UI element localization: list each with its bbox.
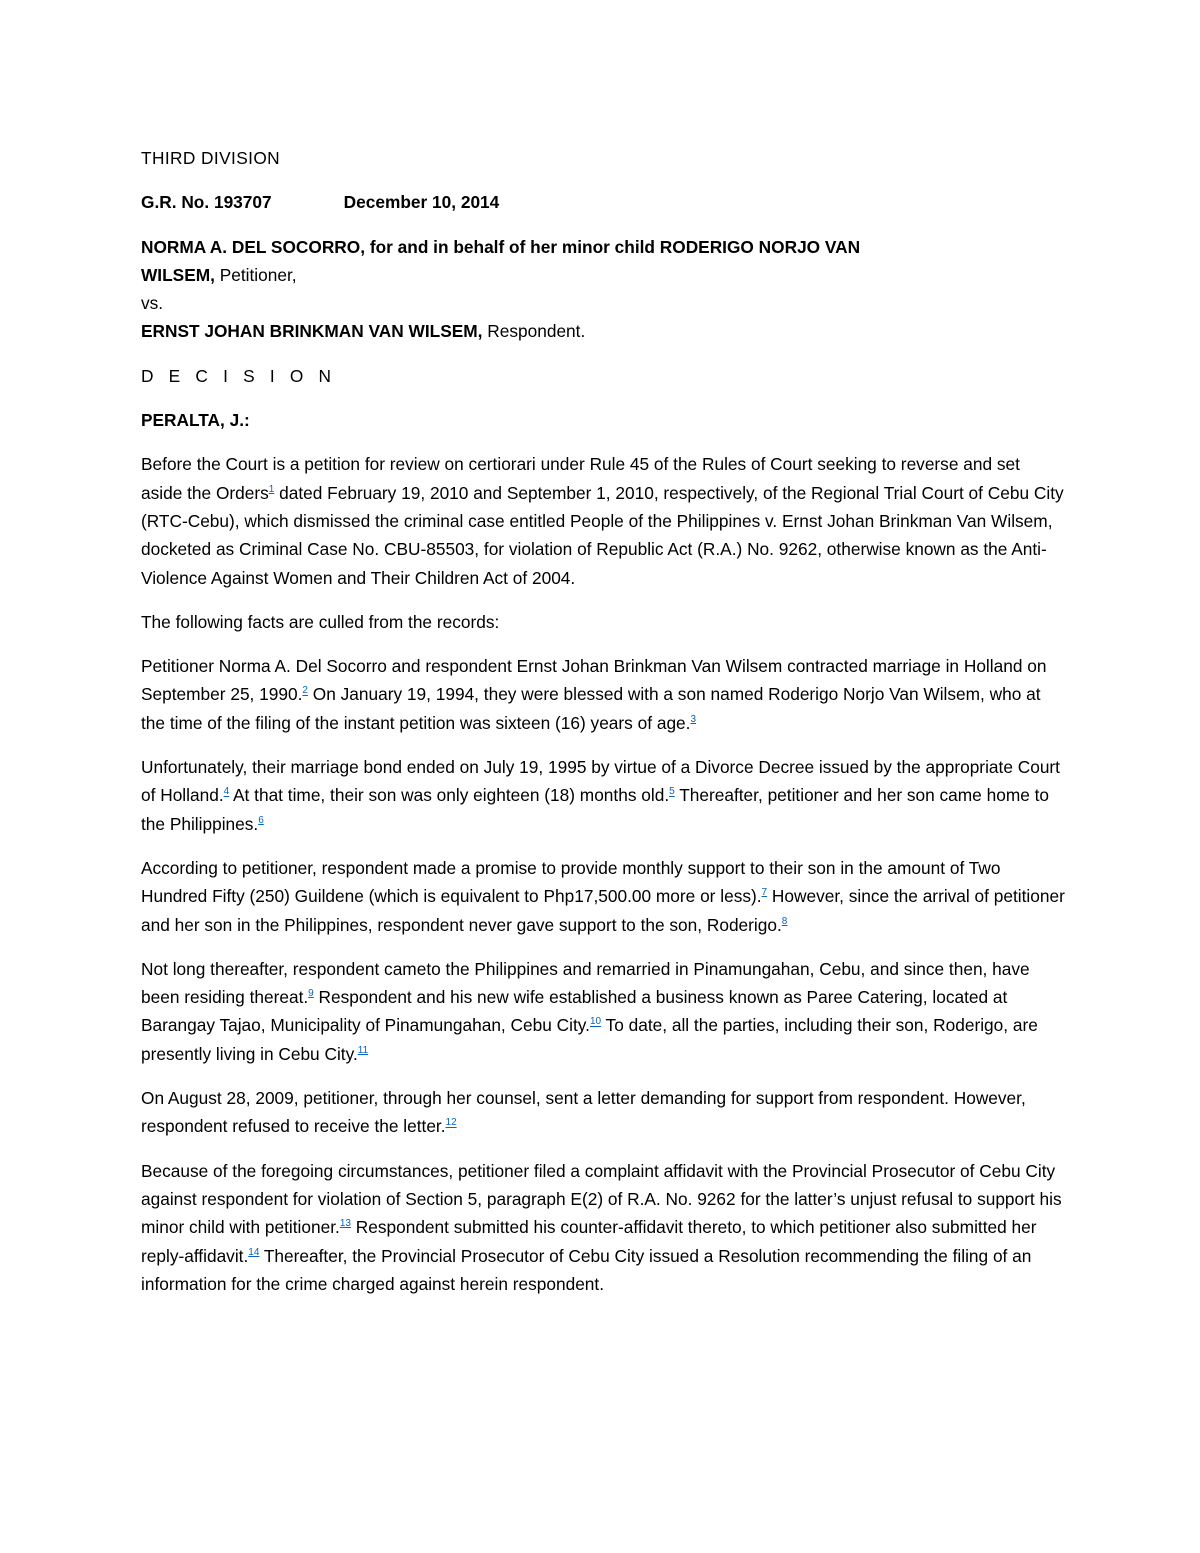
footnote-link-4[interactable]: 4 <box>223 786 230 798</box>
decision-date: December 10, 2014 <box>343 192 500 213</box>
versus-label: vs. <box>141 293 164 314</box>
division-heading: THIRD DIVISION <box>141 148 281 168</box>
footnote-link-10[interactable]: 10 <box>589 1016 602 1028</box>
footnote-link-9[interactable]: 9 <box>308 988 314 1000</box>
footnote-link-14[interactable]: 14 <box>248 1246 260 1258</box>
footnote-link-3[interactable]: 3 <box>690 713 697 725</box>
document-body <box>141 144 1066 1298</box>
petitioner-role: Petitioner, <box>214 264 297 285</box>
case-caption <box>141 188 1066 216</box>
decision-heading: D E C I S I O N <box>141 365 337 386</box>
footnote-link-11[interactable]: 11 <box>357 1044 369 1056</box>
paragraph-8: Because of the foregoing circumstances, petitioner filed a complaint affidavit with the Provincial Prosecutor of Cebu City against respondent for violation of Section 5, paragraph E(2) of R.A. No. 9262 for the latter’s unjust refusal to support his minor child with petitioner.$^{13}$ Respondent submitted his counter-affidavit thereto, to which petitioner also submitted her reply-affidavit.$^{14}$ Thereafter, the Provincial Prosecutor of Cebu City issued a Resolution recommending the filing of an information for the crime charged against herein respondent. <box>141 1160 1062 1294</box>
petitioner-name-cont: WILSEM, <box>141 264 215 285</box>
footnote-link-7[interactable]: 7 <box>761 887 768 899</box>
footnote-link-8[interactable]: 8 <box>781 915 788 927</box>
paragraph-1: Before the Court is a petition for review on certiorari under Rule 45 of the Rules of Court seeking to reverse and set aside the Orders$^1$ dated February 19, 2010 and September 1, 2010, respectively, of the Regional Trial Court of Cebu City (RTC-Cebu), which dismissed the criminal case entitled People of the Philippines v. Ernst Johan Brinkman Van Wilsem, docketed as Criminal Case No. CBU-85503, for violation of Republic Act (R.A.) No. 9262, otherwise known as the Anti-Violence Against Women and Their Children Act of 2004. <box>141 454 1064 588</box>
paragraph-2: The following facts are culled from the records: <box>141 611 500 632</box>
footnote-link-1[interactable]: 1 <box>268 483 275 495</box>
paragraph-4: Unfortunately, their marriage bond ended on July 19, 1995 by virtue of a Divorce Decree issued by the appropriate Court of Holland.$^4$ At that time, their son was only eighteen (18) months old.$^5$ Thereafter, petitioner and her son came home to the Philippines.$^6$ <box>141 757 1060 834</box>
respondent-line <box>141 317 1066 345</box>
petitioner-line-2 <box>141 261 1066 289</box>
footnote-link-13[interactable]: 13 <box>339 1218 351 1230</box>
respondent-name: ERNST JOHAN BRINKMAN VAN WILSEM, <box>141 321 483 342</box>
gr-number: G.R. No. 193707 <box>141 192 272 213</box>
petitioner-name: NORMA A. DEL SOCORRO, for and in behalf of her minor child RODERIGO NORJO VAN <box>141 236 861 257</box>
paragraph-5: According to petitioner, respondent made a promise to provide monthly support to their son in the amount of Two Hundred Fifty (250) Guildene (which is equivalent to Php17,500.00 more or less).$^7$ However, since the arrival of petitioner and her son in the Philippines, respondent never gave support to the son, Roderigo.$^8$ <box>141 857 1065 935</box>
paragraph-3: Petitioner Norma A. Del Socorro and respondent Ernst Johan Brinkman Van Wilsem contracted marriage in Holland on September 25, 1990.$^2$ On January 19, 1994, they were blessed with a son named Roderigo Norjo Van Wilsem, who at the time of the filing of the instant petition was sixteen (16) years of age.$^3$ <box>141 656 1047 733</box>
petitioner-line-1 <box>141 233 1066 261</box>
footnote-link-6[interactable]: 6 <box>258 814 264 826</box>
footnote-link-2[interactable]: 2 <box>302 685 308 697</box>
footnote-link-5[interactable]: 5 <box>669 786 675 798</box>
footnote-link-12[interactable]: 12 <box>445 1117 457 1129</box>
paragraph-7: On August 28, 2009, petitioner, through her counsel, sent a letter demanding for support from respondent. However, respondent refused to receive the letter.$^{12}$ <box>141 1088 1026 1137</box>
respondent-role: Respondent. <box>482 321 586 342</box>
ponente: PERALTA, J.: <box>141 410 250 431</box>
paragraph-6: Not long thereafter, respondent cameto the Philippines and remarried in Pinamungahan, Cebu, and since then, have been residing thereat.$^9$ Respondent and his new wife established a business known as Paree Catering, located at Barangay Tajao, Municipality of Pinamungahan, Cebu City.$^{10}$ To date, all the parties, including their son, Roderigo, are presently living in Cebu City.$^{11}$ <box>141 958 1038 1064</box>
